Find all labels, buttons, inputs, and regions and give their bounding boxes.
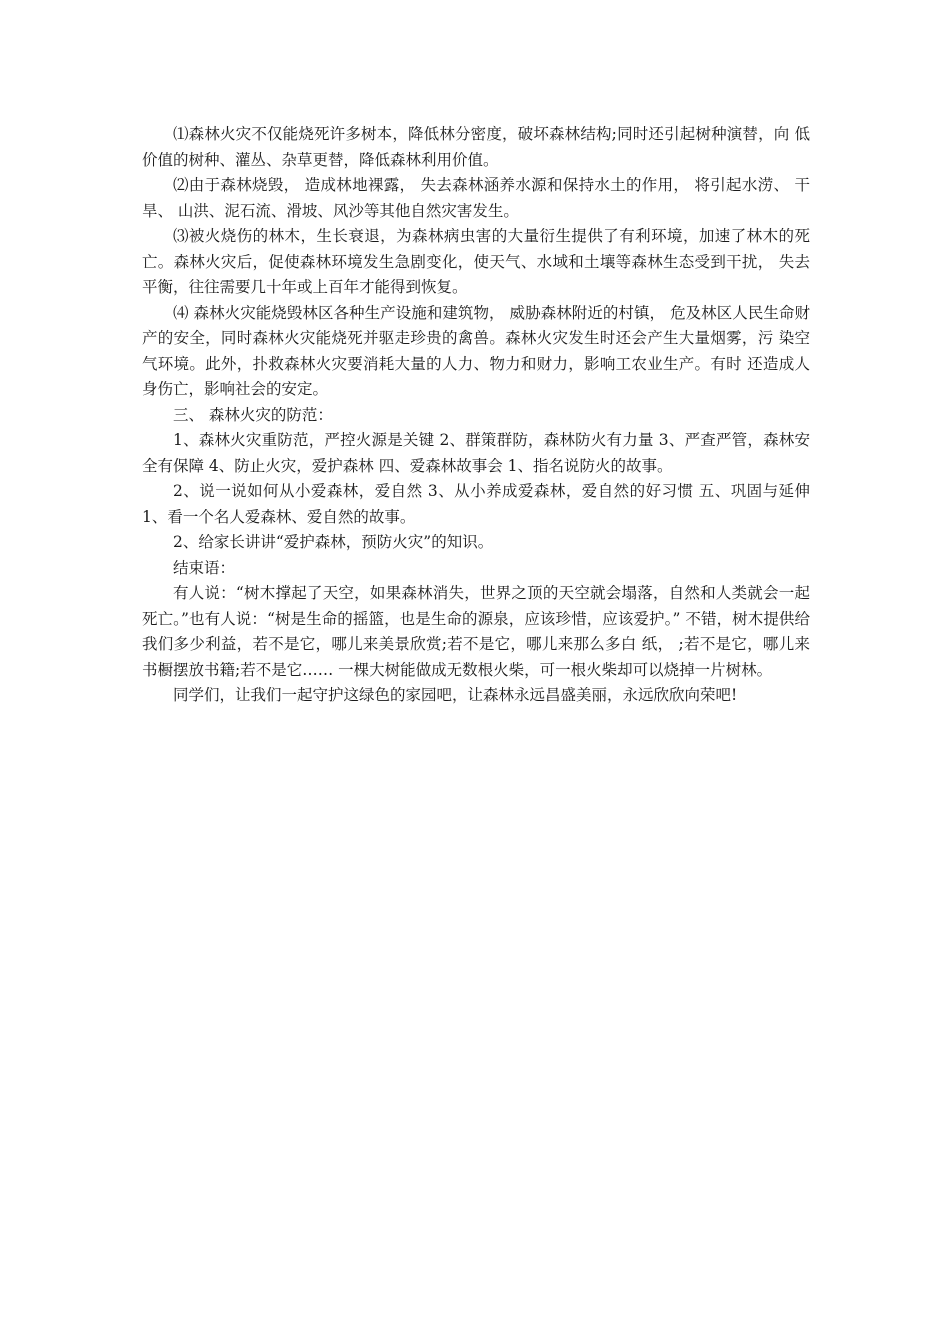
paragraph-love-nature: 2、说一说如何从小爱森林，爱自然 3、从小养成爱森林，爱自然的好习惯 五、巩固与延伸 1、看一个名人爱森林、爱自然的故事。 xyxy=(142,482,810,526)
paragraph-quote-trees: 有人说：“树木撑起了天空，如果森林消失，世界之顶的天空就会塌落，自然和人类就会一起死亡。”也有人说：“树是生命的摇篮，也是生命的源泉，应该珍惜，应该爱护。” 不错，树木提供给我们多少利益，若不是它，哪儿来美景欣赏;若不是它，哪儿来那么多白 纸， ;若不是它，哪儿来书橱摆放书籍;若不是它…… 一棵大树能做成无数根火柴，可一根火柴却可以烧掉一片树林。 xyxy=(142,584,810,679)
paragraph-prevention-slogans: 1、森林火灾重防范，严控火源是关键 2、群策群防，森林防火有力量 3、严查严管，森林安全有保障 4、防止火灾，爱护森林 四、爱森林故事会 1、指名说防火的故事。 xyxy=(142,431,810,475)
paragraph-fire-damage-society: ⑷ 森林火灾能烧毁林区各种生产设施和建筑物， 威胁森林附近的村镇， 危及林区人民生命财 产的安全，同时森林火灾能烧死并驱走珍贵的禽兽。森林火灾发生时还会产生大量烟雾，污 染空气环境。此外，扑救森林火灾要消耗大量的人力、物力和财力，影响工农业生产。有时 还造成人身伤亡，影响社会的安定。 xyxy=(142,303,810,398)
paragraph-fire-damage-soil: ⑵由于森林烧毁， 造成林地裸露， 失去森林涵养水源和保持水土的作用， 将引起水涝、 干旱、 山洪、泥石流、滑坡、风沙等其他自然灾害发生。 xyxy=(142,176,810,220)
paragraph-tell-parents: 2、给家长讲讲“爱护森林，预防火灾”的知识。 xyxy=(173,533,494,551)
section-heading-prevention: 三、 森林火灾的防范： xyxy=(173,405,333,424)
paragraph-fire-damage-ecology: ⑶被火烧伤的林木，生长衰退，为森林病虫害的大量衍生提供了有利环境，加速了林木的死 亡。森林火灾后，促使森林环境发生急剧变化，使天气、水域和土壤等森林生态受到干扰， 失去平衡，往往需要几十年或上百年才能得到恢复。 xyxy=(142,227,810,296)
paragraph-fire-damage-forest: ⑴森林火灾不仅能烧死许多树本，降低林分密度，破坏森林结构;同时还引起树种演替，向 低价值的树种、灌丛、杂草更替，降低森林利用价值。 xyxy=(142,125,810,169)
document-body xyxy=(142,122,810,709)
section-heading-conclusion: 结束语： xyxy=(173,558,236,577)
paragraph-closing: 同学们，让我们一起守护这绿色的家园吧，让森林永远昌盛美丽，永远欣欣向荣吧! xyxy=(173,686,738,704)
